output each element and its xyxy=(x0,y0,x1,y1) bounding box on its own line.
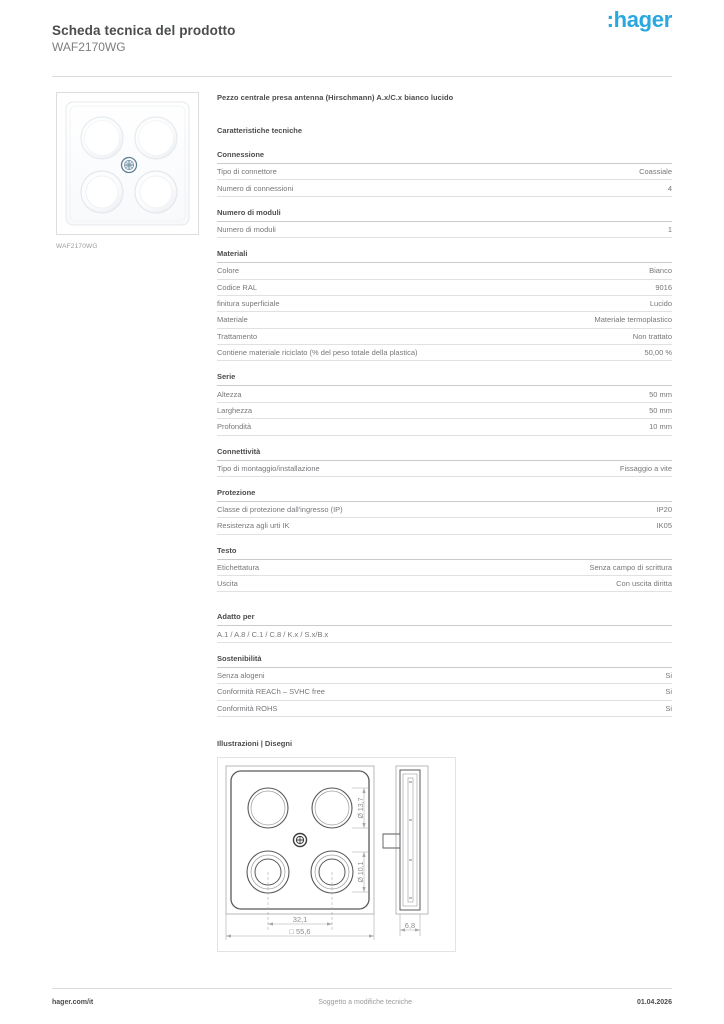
spec-group-title: Connettività xyxy=(217,447,672,461)
spec-group xyxy=(217,488,672,535)
spec-value: Con uscita diritta xyxy=(616,579,672,589)
spec-value: Si xyxy=(665,703,672,713)
spec-group-title: Materiali xyxy=(217,249,672,263)
dimension-lower-hole-diameter: Ø 10,1 xyxy=(358,861,365,883)
spec-label: Conformità REACh – SVHC free xyxy=(217,687,325,697)
spec-group-title: Testo xyxy=(217,546,672,560)
spec-group xyxy=(217,150,672,197)
spec-row xyxy=(217,296,672,312)
drawings-section xyxy=(217,739,672,952)
spec-label: Tipo di montaggio/installazione xyxy=(217,463,320,473)
spec-value: 50 mm xyxy=(649,405,672,415)
spec-row xyxy=(217,461,672,477)
spec-label: Altezza xyxy=(217,389,242,399)
spec-group xyxy=(217,249,672,361)
spec-value: Senza campo di scrittura xyxy=(589,562,672,572)
spec-value: Materiale termoplastico xyxy=(594,315,672,325)
spec-group xyxy=(217,612,672,642)
spec-label: Trattamento xyxy=(217,331,258,341)
spec-row xyxy=(217,701,672,717)
spec-row xyxy=(217,668,672,684)
spec-row xyxy=(217,222,672,238)
spec-value: 1 xyxy=(667,224,672,234)
dimension-plate-size: □ 55,6 xyxy=(289,926,311,936)
spec-group xyxy=(217,208,672,238)
spec-label: Conformità ROHS xyxy=(217,703,278,713)
dimension-depth: 6,8 xyxy=(404,920,416,930)
spec-label: Uscita xyxy=(217,579,238,589)
product-caption: WAF2170WG xyxy=(56,243,98,250)
spec-label: Colore xyxy=(217,266,240,276)
spec-group-title: Serie xyxy=(217,372,672,386)
spec-value: IK05 xyxy=(656,521,672,531)
spec-group-title: Adatto per xyxy=(217,612,672,626)
page-subtitle: WAF2170WG xyxy=(52,40,126,54)
spec-value: 50,00 % xyxy=(644,348,672,358)
specifications-column xyxy=(217,92,672,952)
spec-group-title: Numero di moduli xyxy=(217,208,672,222)
spec-value: Si xyxy=(665,687,672,697)
spec-row xyxy=(217,312,672,328)
spec-group xyxy=(217,372,672,435)
product-image-block xyxy=(56,92,201,250)
spec-label: Contiene materiale riciclato (% del peso totale della plastica) xyxy=(217,348,418,358)
product-photo-waf2170wg xyxy=(57,93,198,234)
spec-label: A.1 / A.8 / C.1 / C.8 / K.x / S.x/B.x xyxy=(217,629,329,639)
footer-date: 01.04.2026 xyxy=(636,999,672,1006)
spec-group-title: Connessione xyxy=(217,150,672,164)
spec-value: Coassiale xyxy=(639,167,672,177)
spec-group xyxy=(217,447,672,477)
spec-value: IP20 xyxy=(656,505,672,515)
spec-label: Resistenza agli urti IK xyxy=(217,521,290,531)
drawings-title: Illustrazioni | Disegni xyxy=(217,738,293,748)
spec-label: Classe di protezione dall'ingresso (IP) xyxy=(217,505,343,515)
spec-label: Numero di moduli xyxy=(217,224,276,234)
page-footer xyxy=(52,999,672,1006)
page-title: Scheda tecnica del prodotto xyxy=(52,23,236,38)
spec-row xyxy=(217,518,672,534)
spec-label: Larghezza xyxy=(217,405,253,415)
spec-row xyxy=(217,403,672,419)
technical-drawing-frame xyxy=(217,757,456,952)
spec-row xyxy=(217,280,672,296)
footer-disclaimer: Soggetto a modifiche tecniche xyxy=(318,999,412,1006)
spec-group-title: Sostenibilità xyxy=(217,654,672,668)
dimension-upper-hole-diameter: Ø 13,7 xyxy=(358,797,365,819)
spec-label: Numero di connessioni xyxy=(217,183,294,193)
page-header xyxy=(52,22,672,74)
spec-value: 10 mm xyxy=(649,422,672,432)
technical-characteristics-heading: Caratteristiche tecniche xyxy=(217,126,303,135)
spec-group xyxy=(217,546,672,593)
spec-row xyxy=(217,560,672,576)
header-divider xyxy=(52,76,672,77)
spec-row xyxy=(217,576,672,592)
dimension-hole-spacing: 32,1 xyxy=(292,914,308,924)
spec-row xyxy=(217,329,672,345)
spec-row xyxy=(217,626,672,642)
spec-value: Non trattato xyxy=(632,331,672,341)
footer-website[interactable]: hager.com/it xyxy=(52,999,94,1006)
spec-label: finitura superficiale xyxy=(217,299,280,309)
product-photo-frame xyxy=(56,92,199,235)
technical-drawing xyxy=(218,758,455,951)
spec-value: 4 xyxy=(667,183,672,193)
spec-row xyxy=(217,263,672,279)
spec-value: 9016 xyxy=(655,282,672,292)
spec-group-title: Protezione xyxy=(217,488,672,502)
spec-row xyxy=(217,164,672,180)
spec-row xyxy=(217,419,672,435)
spec-value: Si xyxy=(665,670,672,680)
spec-row xyxy=(217,502,672,518)
spec-row xyxy=(217,684,672,700)
spec-label: Profondità xyxy=(217,422,252,432)
spec-row xyxy=(217,386,672,402)
spec-label: Codice RAL xyxy=(217,282,258,292)
spec-label: Materiale xyxy=(217,315,248,325)
spec-value: Bianco xyxy=(649,266,672,276)
spec-row xyxy=(217,180,672,196)
spec-group xyxy=(217,654,672,717)
product-description: Pezzo centrale presa antenna (Hirschmann) A.x/C.x bianco lucido xyxy=(217,93,454,102)
spec-row xyxy=(217,345,672,361)
spec-label: Tipo di connettore xyxy=(217,167,277,177)
spec-label: Etichettatura xyxy=(217,562,260,572)
spec-value: Fissaggio a vite xyxy=(619,463,672,473)
footer-divider xyxy=(52,988,672,989)
spec-value: Lucido xyxy=(649,299,672,309)
spec-value: 50 mm xyxy=(649,389,672,399)
spec-groups xyxy=(217,150,672,717)
hager-logo: :hager xyxy=(606,7,672,32)
spec-label: Senza alogeni xyxy=(217,670,265,680)
